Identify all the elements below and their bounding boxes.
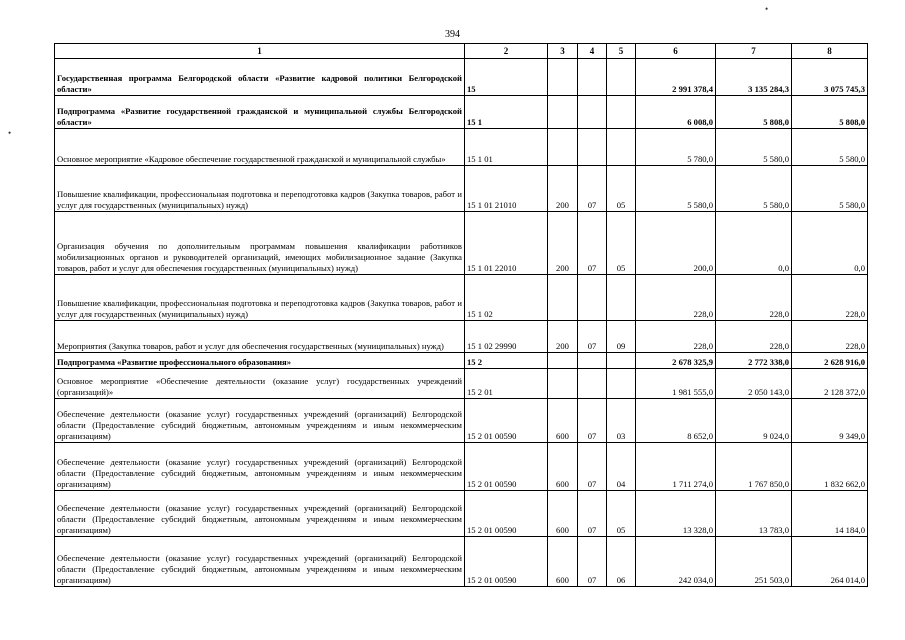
expense-type-cell: 600 xyxy=(548,443,578,491)
year-3-amount-cell: 0,0 xyxy=(792,212,868,275)
table-row xyxy=(55,59,868,96)
subsection-cell xyxy=(607,353,636,369)
code-cell: 15 1 01 xyxy=(465,129,548,166)
year-1-amount-cell: 228,0 xyxy=(636,275,716,321)
row-name-cell: Обеспечение деятельности (оказание услуг) государственных учреждений (организаций) Белгородской области (Предоставление субсидий бюджетным, автономным учреждениям и иным некоммерческим организациям) xyxy=(55,537,465,587)
code-cell: 15 1 02 29990 xyxy=(465,321,548,353)
subsection-cell: 06 xyxy=(607,537,636,587)
column-header: 2 xyxy=(465,44,548,59)
expense-type-cell xyxy=(548,353,578,369)
year-2-amount-cell: 2 050 143,0 xyxy=(716,369,792,399)
code-cell: 15 1 xyxy=(465,96,548,129)
year-1-amount-cell: 5 780,0 xyxy=(636,129,716,166)
table-row xyxy=(55,321,868,353)
expense-type-cell xyxy=(548,369,578,399)
year-1-amount-cell: 2 991 378,4 xyxy=(636,59,716,96)
code-cell: 15 2 01 00590 xyxy=(465,399,548,443)
subsection-cell: 04 xyxy=(607,443,636,491)
section-cell xyxy=(578,59,607,96)
section-cell: 07 xyxy=(578,537,607,587)
budget-table xyxy=(54,43,868,587)
year-3-amount-cell: 5 580,0 xyxy=(792,129,868,166)
table-row xyxy=(55,129,868,166)
year-1-amount-cell: 5 580,0 xyxy=(636,166,716,212)
expense-type-cell: 600 xyxy=(548,491,578,537)
page-number: 394 xyxy=(445,29,460,40)
year-1-amount-cell: 6 008,0 xyxy=(636,96,716,129)
section-cell: 07 xyxy=(578,321,607,353)
table-row xyxy=(55,353,868,369)
expense-type-cell: 200 xyxy=(548,212,578,275)
year-1-amount-cell: 200,0 xyxy=(636,212,716,275)
table-row xyxy=(55,212,868,275)
year-3-amount-cell: 264 014,0 xyxy=(792,537,868,587)
section-cell: 07 xyxy=(578,443,607,491)
row-name-cell: Государственная программа Белгородской области «Развитие кадровой политики Белгородской области» xyxy=(55,59,465,96)
year-2-amount-cell: 5 580,0 xyxy=(716,166,792,212)
section-cell xyxy=(578,275,607,321)
section-cell: 07 xyxy=(578,399,607,443)
code-cell: 15 2 01 00590 xyxy=(465,443,548,491)
code-cell: 15 2 01 00590 xyxy=(465,537,548,587)
subsection-cell xyxy=(607,129,636,166)
section-cell: 07 xyxy=(578,166,607,212)
year-2-amount-cell: 0,0 xyxy=(716,212,792,275)
row-name-cell: Обеспечение деятельности (оказание услуг) государственных учреждений (организаций) Белгородской области (Предоставление субсидий бюджетным, автономным учреждениям и иным некоммерческим организациям) xyxy=(55,443,465,491)
code-cell: 15 2 01 xyxy=(465,369,548,399)
year-1-amount-cell: 1 981 555,0 xyxy=(636,369,716,399)
table-row xyxy=(55,443,868,491)
table-row xyxy=(55,399,868,443)
year-3-amount-cell: 9 349,0 xyxy=(792,399,868,443)
year-1-amount-cell: 8 652,0 xyxy=(636,399,716,443)
column-header: 3 xyxy=(548,44,578,59)
year-3-amount-cell: 228,0 xyxy=(792,321,868,353)
section-cell: 07 xyxy=(578,212,607,275)
year-2-amount-cell: 2 772 338,0 xyxy=(716,353,792,369)
column-header: 5 xyxy=(607,44,636,59)
code-cell: 15 2 xyxy=(465,353,548,369)
table-row xyxy=(55,166,868,212)
table-header-row xyxy=(55,44,868,59)
expense-type-cell xyxy=(548,96,578,129)
code-cell: 15 xyxy=(465,59,548,96)
scan-mark: • xyxy=(8,128,12,138)
section-cell: 07 xyxy=(578,491,607,537)
year-2-amount-cell: 251 503,0 xyxy=(716,537,792,587)
code-cell: 15 1 02 xyxy=(465,275,548,321)
subsection-cell: 09 xyxy=(607,321,636,353)
expense-type-cell: 200 xyxy=(548,166,578,212)
table-row xyxy=(55,96,868,129)
expense-type-cell: 200 xyxy=(548,321,578,353)
column-header: 8 xyxy=(792,44,868,59)
code-cell: 15 2 01 00590 xyxy=(465,491,548,537)
code-cell: 15 1 01 22010 xyxy=(465,212,548,275)
subsection-cell: 03 xyxy=(607,399,636,443)
table-row xyxy=(55,491,868,537)
row-name-cell: Обеспечение деятельности (оказание услуг) государственных учреждений (организаций) Белгородской области (Предоставление субсидий бюджетным, автономным учреждениям и иным некоммерческим организациям) xyxy=(55,491,465,537)
scan-mark: • xyxy=(765,4,769,14)
year-2-amount-cell: 1 767 850,0 xyxy=(716,443,792,491)
subsection-cell: 05 xyxy=(607,212,636,275)
year-1-amount-cell: 1 711 274,0 xyxy=(636,443,716,491)
year-2-amount-cell: 228,0 xyxy=(716,275,792,321)
expense-type-cell xyxy=(548,59,578,96)
year-3-amount-cell: 3 075 745,3 xyxy=(792,59,868,96)
section-cell xyxy=(578,369,607,399)
expense-type-cell xyxy=(548,275,578,321)
table-row xyxy=(55,275,868,321)
row-name-cell: Мероприятия (Закупка товаров, работ и услуг для обеспечения государственных (муниципальных) нужд) xyxy=(55,321,465,353)
year-3-amount-cell: 14 184,0 xyxy=(792,491,868,537)
code-cell: 15 1 01 21010 xyxy=(465,166,548,212)
table-row xyxy=(55,369,868,399)
year-2-amount-cell: 13 783,0 xyxy=(716,491,792,537)
row-name-cell: Подпрограмма «Развитие государственной гражданской и муниципальной службы Белгородской области» xyxy=(55,96,465,129)
year-1-amount-cell: 228,0 xyxy=(636,321,716,353)
subsection-cell: 05 xyxy=(607,491,636,537)
column-header: 1 xyxy=(55,44,465,59)
year-1-amount-cell: 242 034,0 xyxy=(636,537,716,587)
row-name-cell: Подпрограмма «Развитие профессионального образования» xyxy=(55,353,465,369)
year-3-amount-cell: 5 580,0 xyxy=(792,166,868,212)
year-2-amount-cell: 5 808,0 xyxy=(716,96,792,129)
expense-type-cell: 600 xyxy=(548,537,578,587)
year-1-amount-cell: 2 678 325,9 xyxy=(636,353,716,369)
year-3-amount-cell: 2 128 372,0 xyxy=(792,369,868,399)
row-name-cell: Организация обучения по дополнительным программам повышения квалификации работников мобилизационных органов и руководителей организаций, имеющих мобилизационное задание (Закупка товаров, работ и услуг для обеспечения государственных (муниципальных) нужд) xyxy=(55,212,465,275)
subsection-cell xyxy=(607,275,636,321)
subsection-cell xyxy=(607,96,636,129)
section-cell xyxy=(578,353,607,369)
column-header: 4 xyxy=(578,44,607,59)
row-name-cell: Повышение квалификации, профессиональная подготовка и переподготовка кадров (Закупка товаров, работ и услуг для государственных (муниципальных) нужд) xyxy=(55,275,465,321)
row-name-cell: Основное мероприятие «Обеспечение деятельности (оказание услуг) государственных учреждений (организаций)» xyxy=(55,369,465,399)
year-3-amount-cell: 2 628 916,0 xyxy=(792,353,868,369)
year-1-amount-cell: 13 328,0 xyxy=(636,491,716,537)
table-row xyxy=(55,537,868,587)
year-3-amount-cell: 1 832 662,0 xyxy=(792,443,868,491)
section-cell xyxy=(578,129,607,166)
expense-type-cell xyxy=(548,129,578,166)
subsection-cell xyxy=(607,59,636,96)
row-name-cell: Основное мероприятие «Кадровое обеспечение государственной гражданской и муниципальной службы» xyxy=(55,129,465,166)
subsection-cell: 05 xyxy=(607,166,636,212)
year-2-amount-cell: 3 135 284,3 xyxy=(716,59,792,96)
row-name-cell: Обеспечение деятельности (оказание услуг) государственных учреждений (организаций) Белгородской области (Предоставление субсидий бюджетным, автономным учреждениям и иным некоммерческим организациям) xyxy=(55,399,465,443)
year-3-amount-cell: 228,0 xyxy=(792,275,868,321)
expense-type-cell: 600 xyxy=(548,399,578,443)
subsection-cell xyxy=(607,369,636,399)
year-3-amount-cell: 5 808,0 xyxy=(792,96,868,129)
year-2-amount-cell: 228,0 xyxy=(716,321,792,353)
column-header: 7 xyxy=(716,44,792,59)
year-2-amount-cell: 5 580,0 xyxy=(716,129,792,166)
year-2-amount-cell: 9 024,0 xyxy=(716,399,792,443)
row-name-cell: Повышение квалификации, профессиональная подготовка и переподготовка кадров (Закупка товаров, работ и услуг для государственных (муниципальных) нужд) xyxy=(55,166,465,212)
section-cell xyxy=(578,96,607,129)
column-header: 6 xyxy=(636,44,716,59)
